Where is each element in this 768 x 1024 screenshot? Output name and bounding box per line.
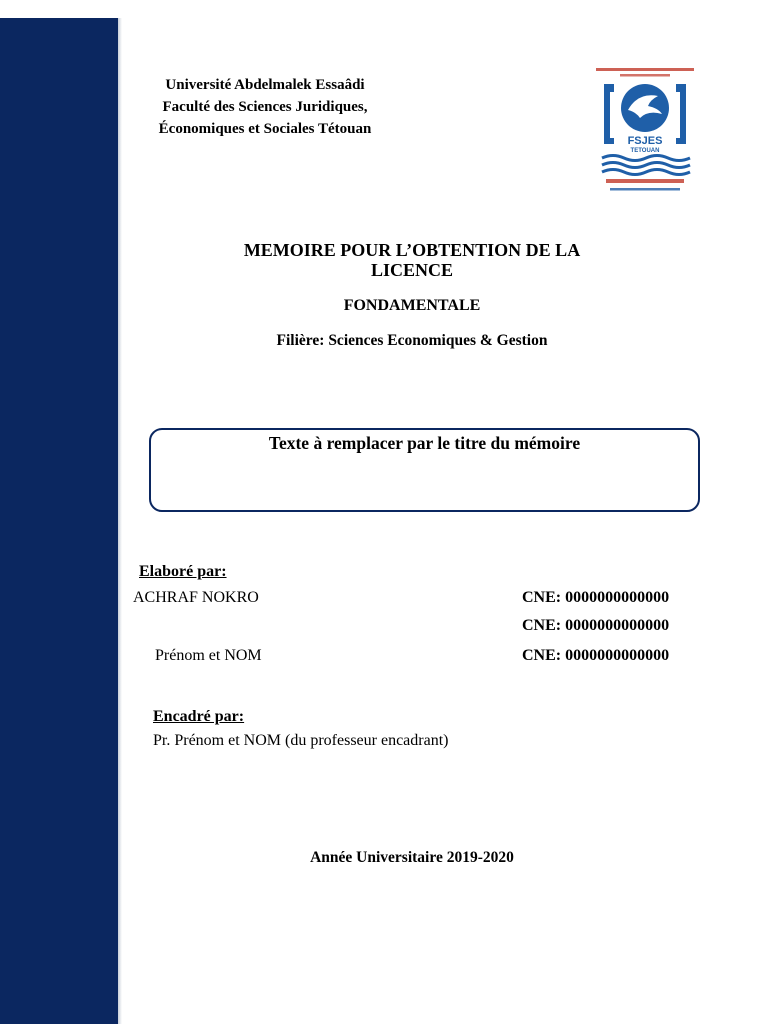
memoire-title-line1: MEMOIRE POUR L’OBTENTION DE LA bbox=[243, 240, 581, 260]
cne-label: CNE: bbox=[522, 647, 562, 664]
cne-label: CNE: bbox=[522, 617, 562, 634]
author-name-2: Prénom et NOM bbox=[155, 647, 262, 664]
sidebar-edge bbox=[118, 18, 122, 1024]
logo-text: FSJES bbox=[627, 135, 663, 147]
supervisor-name: Pr. Prénom et NOM (du professeur encadrant) bbox=[153, 732, 449, 749]
university-name: Université Abdelmalek Essaâdi bbox=[165, 77, 365, 93]
cne-row-3 bbox=[522, 647, 669, 665]
faculty-name: Faculté des Sciences Juridiques, bbox=[162, 99, 368, 115]
sidebar-band bbox=[0, 18, 118, 1024]
cne-value: 0000000000000 bbox=[565, 589, 670, 606]
thesis-title-placeholder: Texte à remplacer par le titre du mémoire bbox=[268, 433, 581, 453]
author-name-1: ACHRAF NOKRO bbox=[133, 589, 259, 606]
memoire-title bbox=[200, 240, 624, 280]
cne-row-2 bbox=[522, 617, 669, 635]
university-header bbox=[130, 74, 400, 140]
academic-year: Année Universitaire 2019-2020 bbox=[310, 849, 514, 866]
svg-text:TETOUAN: TETOUAN bbox=[630, 148, 660, 154]
cne-value: 0000000000000 bbox=[565, 647, 670, 664]
fsjes-logo-icon bbox=[590, 64, 700, 198]
cne-value: 0000000000000 bbox=[565, 617, 670, 634]
filiere-line: Filière: Sciences Economiques & Gestion bbox=[276, 332, 548, 349]
faculty-location: Économiques et Sociales Tétouan bbox=[158, 121, 372, 137]
cne-row-1 bbox=[522, 589, 669, 607]
licence-type: FONDAMENTALE bbox=[343, 297, 481, 314]
cne-label: CNE: bbox=[522, 589, 562, 606]
thesis-title-box bbox=[149, 428, 700, 512]
authors-label: Elaboré par: bbox=[139, 563, 227, 580]
memoire-title-line2: LICENCE bbox=[370, 260, 454, 280]
supervisor-label: Encadré par: bbox=[153, 708, 245, 725]
